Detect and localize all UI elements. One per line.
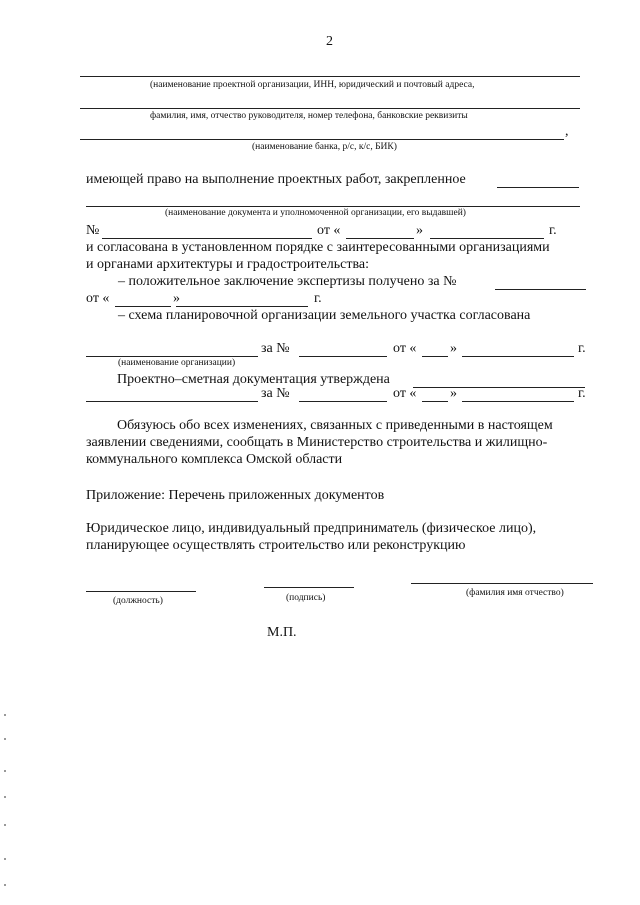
design-no-blank bbox=[299, 401, 387, 402]
design-year-mark: г. bbox=[578, 386, 586, 401]
scheme-no-blank bbox=[299, 356, 387, 357]
org-line bbox=[80, 76, 580, 77]
head-line bbox=[80, 108, 580, 109]
scheme-text: – схема планировочной организации земельного участка согласована bbox=[118, 308, 531, 323]
scan-mark bbox=[4, 858, 6, 860]
scan-mark bbox=[4, 796, 6, 798]
scheme-date-open: от « bbox=[393, 341, 417, 356]
appendix-text: Приложение: Перечень приложенных документов bbox=[86, 488, 385, 503]
number-blank bbox=[102, 238, 312, 239]
agreed-text-2: и органами архитектуры и градостроительства: bbox=[86, 257, 369, 272]
obligation-text-1: Обязуюсь обо всех изменениях, связанных с приведенными в настоящем bbox=[117, 418, 553, 433]
caption-org-name: (наименование организации) bbox=[118, 358, 236, 368]
caption-head: фамилия, имя, отчество руководителя, номер телефона, банковские реквизиты bbox=[150, 111, 468, 121]
bank-line-comma: , bbox=[565, 124, 569, 139]
caption-doc: (наименование документа и уполномоченной организации, его выдавшей) bbox=[165, 208, 466, 218]
scan-mark bbox=[4, 714, 6, 716]
expertise-text: – положительное заключение экспертизы получено за № bbox=[118, 274, 457, 289]
day-blank bbox=[346, 238, 414, 239]
year-mark: г. bbox=[549, 223, 557, 238]
obligation-text-3: коммунального комплекса Омской области bbox=[86, 452, 343, 467]
scan-mark bbox=[4, 770, 6, 772]
scan-mark bbox=[4, 884, 6, 886]
design-date-close: » bbox=[450, 386, 457, 401]
scheme-org-blank bbox=[86, 356, 258, 357]
expertise-date-open: от « bbox=[86, 291, 110, 306]
design-za-no: за № bbox=[261, 386, 290, 401]
expertise-year-mark: г. bbox=[314, 291, 322, 306]
scheme-year-mark: г. bbox=[578, 341, 586, 356]
scheme-month-blank bbox=[462, 356, 574, 357]
expertise-no-blank bbox=[495, 289, 586, 290]
position-line bbox=[86, 591, 196, 592]
design-org-blank bbox=[86, 401, 258, 402]
caption-org: (наименование проектной организации, ИНН, юридический и почтовый адреса, bbox=[150, 80, 475, 90]
month-blank bbox=[430, 238, 544, 239]
right-blank bbox=[497, 187, 579, 188]
design-month-blank bbox=[462, 401, 574, 402]
right-text: имеющей право на выполнение проектных работ, закрепленное bbox=[86, 172, 466, 187]
agreed-text-1: и согласована в установленном порядке с заинтересованными организациями bbox=[86, 240, 550, 255]
obligation-text-2: заявлении сведениями, сообщать в Министерство строительства и жилищно- bbox=[86, 435, 548, 450]
caption-position: (должность) bbox=[113, 596, 163, 606]
scan-mark bbox=[4, 824, 6, 826]
doc-line bbox=[86, 206, 580, 207]
scheme-za-no: за № bbox=[261, 341, 290, 356]
expertise-date-close: » bbox=[173, 291, 180, 306]
full-name-line bbox=[411, 583, 593, 584]
caption-full-name: (фамилия имя отчество) bbox=[466, 588, 564, 598]
legal-text-1: Юридическое лицо, индивидуальный предприниматель (физическое лицо), bbox=[86, 521, 537, 536]
design-doc-blank bbox=[413, 387, 585, 388]
scan-mark bbox=[4, 738, 6, 740]
date-open-label: от « bbox=[317, 223, 341, 238]
design-day-blank bbox=[422, 401, 448, 402]
design-doc-text: Проектно–сметная документация утверждена bbox=[117, 372, 390, 387]
signature-line bbox=[264, 587, 354, 588]
bank-line bbox=[80, 139, 564, 140]
legal-text-2: планирующее осуществлять строительство или реконструкцию bbox=[86, 538, 466, 553]
stamp-place: М.П. bbox=[267, 625, 297, 640]
expertise-day-blank bbox=[115, 306, 171, 307]
date-close-quote: » bbox=[416, 223, 423, 238]
caption-bank: (наименование банка, р/с, к/с, БИК) bbox=[252, 142, 397, 152]
expertise-month-blank bbox=[176, 306, 308, 307]
caption-signature: (подпись) bbox=[286, 593, 326, 603]
scheme-date-close: » bbox=[450, 341, 457, 356]
design-date-open: от « bbox=[393, 386, 417, 401]
number-label: № bbox=[86, 223, 100, 238]
page-number: 2 bbox=[326, 34, 333, 49]
scheme-day-blank bbox=[422, 356, 448, 357]
